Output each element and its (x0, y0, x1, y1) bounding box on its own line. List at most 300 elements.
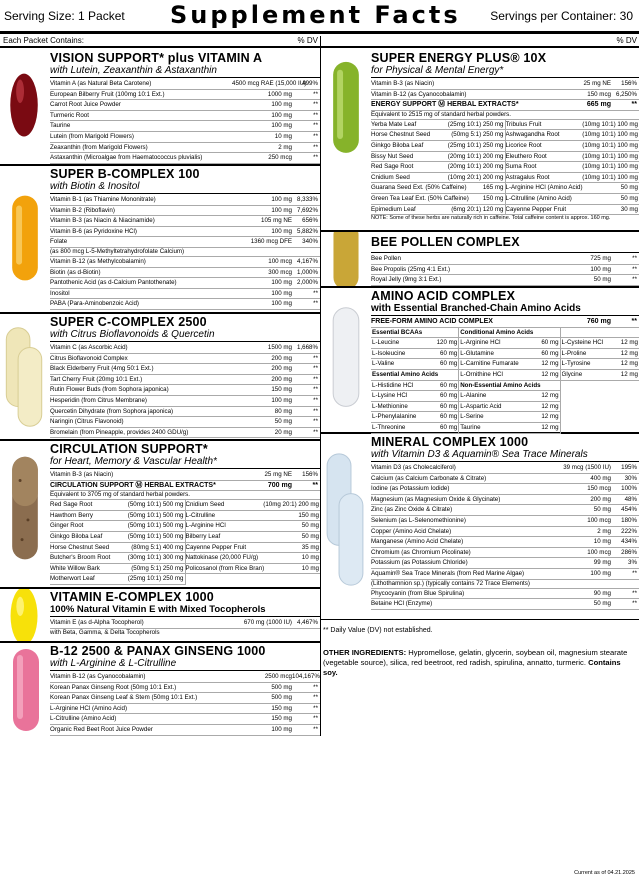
ingredient-name: L-Histidine HCl (372, 381, 414, 389)
ingredient-name: Organic Red Beet Root Juice Powder (50, 725, 153, 733)
table-row (371, 402, 458, 413)
section-title: CIRCULATION SUPPORT* (50, 442, 208, 456)
table-row (50, 375, 320, 386)
blend-row (371, 100, 639, 111)
amount: 400 mg (590, 474, 611, 482)
ingredient-name: Ginkgo Biloba Leaf (371, 141, 424, 149)
table-row (371, 516, 639, 527)
ingredient-name: Vitamin C (as Ascorbic Acid) (50, 344, 128, 351)
ingredient-name: L-Proline (561, 349, 587, 357)
ingredient-name: Cayenne Pepper Fruit (505, 205, 567, 213)
table-row (371, 423, 458, 434)
amino-acid-table (371, 328, 639, 434)
table-row (371, 599, 639, 610)
amount: 100 mg (271, 206, 292, 214)
amount: 500 mg (271, 683, 292, 691)
ingredient-name: L-Lysine HCl (372, 392, 408, 400)
section-subtitle: for Heart, Memory & Vascular Health* (50, 456, 320, 469)
ingredient-name: Selenium (as L-Selenomethionine) (371, 516, 466, 524)
header (0, 0, 639, 34)
ingredient-name: European Bilberry Fruit (100mg 10:1 Ext.) (50, 90, 165, 98)
table-row (50, 693, 320, 704)
amount: 50 mg (593, 506, 611, 514)
amount: 50 mg (620, 194, 638, 202)
daily-value: 434% (621, 538, 637, 546)
ingredient-name: Vitamin B-12 (as Methylcobalamin) (50, 257, 146, 265)
amount: (10mg 10:1) 100 mg (582, 141, 638, 149)
amount: 120 mg (436, 339, 458, 347)
amount: 1360 mcg DFE (250, 238, 292, 246)
column-label: Each Packet Contains: (3, 36, 84, 45)
other-ingredients (323, 648, 635, 678)
table-row (371, 463, 639, 474)
daily-value: 8,333% (297, 196, 318, 203)
amount: (6mg 20:1) 120 mg (451, 205, 504, 213)
table-row (371, 349, 458, 360)
table-row (371, 79, 639, 90)
daily-value: ** (313, 704, 318, 712)
table-row (561, 359, 639, 370)
ingredient-name: L-Citrulline (Amino Acid) (50, 715, 117, 723)
amount: 150 mg (271, 386, 292, 394)
vision-support-section (0, 50, 320, 166)
amount: 12 mg (541, 413, 559, 421)
right-column-header (321, 36, 639, 48)
table-row (371, 205, 505, 216)
daily-value: ** (313, 143, 318, 151)
amount: 2 mg (278, 143, 292, 151)
amount: (80mg 5:1) 400 mg (131, 543, 184, 551)
amount: 200 mg (590, 495, 611, 503)
ingredient-name: L-Phenylalanine (372, 413, 417, 421)
ingredient-name: Vitamin B-12 (as Cyanocobalamin) (50, 673, 146, 680)
table-row (50, 111, 320, 122)
green-capsule-icon (321, 50, 371, 230)
amount: 60 mg (541, 349, 559, 357)
section-title: VISION SUPPORT* plus VITAMIN A (50, 51, 263, 65)
table-row (50, 543, 185, 554)
table-row (50, 195, 320, 206)
ingredient-name: Folate (50, 238, 68, 246)
daily-value: ** (313, 683, 318, 691)
ingredient-name: Vitamin B-1 (as Thiamine Mononitrate) (50, 196, 156, 203)
ingredient-name: Korean Panax Ginseng Root (50mg 10:1 Ext.) (50, 683, 177, 691)
ingredient-name: Hawthorn Berry (50, 511, 93, 519)
table-row (50, 704, 320, 715)
amount: 99 mg (593, 559, 611, 567)
ingredient-name: Naringin (Citrus Flavonoid) (50, 418, 124, 426)
daily-value: ** (631, 318, 637, 325)
amount: 39 mcg (1500 IU) (563, 464, 611, 471)
daily-value: 286% (621, 548, 637, 556)
amount: (20mg 10:1) 200 mg (447, 152, 504, 160)
table-row (371, 495, 639, 506)
amount: 2500 mcg (264, 673, 292, 680)
table-row (371, 527, 639, 538)
ingredient-name: Magnesium (as Magnesium Oxide & Glycinate) (371, 495, 501, 503)
amount: 90 mg (593, 589, 611, 597)
ingredient-name: Red Sage Root (50, 501, 93, 509)
blend-row (371, 317, 639, 328)
ingredient-name: Licorice Root (505, 141, 542, 149)
daily-value: ** (313, 396, 318, 404)
amount: 200 mg (271, 375, 292, 383)
current-date: Current as of 04.21.2025 (574, 870, 635, 876)
table-row (50, 500, 185, 511)
daily-value: ** (313, 407, 318, 415)
table-row (561, 338, 639, 349)
bee-pollen-section (321, 232, 639, 288)
subsection-heading: Essential Amino Acids (371, 370, 458, 381)
nutrient-table (371, 254, 639, 286)
section-title: SUPER C-COMPLEX 2500 (50, 315, 207, 329)
amount: 12 mg (541, 423, 559, 431)
section-subtitle: 100% Natural Vitamin E with Mixed Tocopherols (50, 604, 320, 617)
table-row (50, 268, 320, 279)
ingredient-name: Cayenne Pepper Fruit (185, 543, 247, 551)
daily-value: ** (313, 386, 318, 394)
table-row (50, 553, 185, 564)
ingredient-name: Yerba Mate Leaf (371, 120, 417, 128)
daily-value: ** (632, 589, 637, 597)
amount: 100 mcg (587, 548, 611, 556)
nutrient-table (50, 672, 320, 736)
amount: 25 mg NE (583, 80, 611, 87)
ingredient-name: Bee Propolis (25mg 4:1 Ext.) (371, 265, 451, 273)
amount: (10mg 10:1) 100 mg (582, 152, 638, 160)
amount: 500 mg (271, 694, 292, 702)
section-title: BEE POLLEN COMPLEX (371, 236, 639, 253)
c-complex-section (0, 314, 320, 441)
amber-capsule-icon (321, 232, 371, 286)
vitamin-e-section (0, 589, 320, 643)
amount: 12 mg (620, 360, 638, 368)
section-title: VITAMIN E-COMPLEX 1000 (50, 590, 214, 604)
table-row (50, 574, 185, 585)
table-row (50, 143, 320, 154)
amount: 100 mg (271, 279, 292, 287)
daily-value: 5,882% (297, 227, 318, 235)
amount: 150 mcg (587, 90, 611, 98)
amount: 60 mg (440, 360, 458, 368)
blend-row (50, 481, 320, 492)
daily-value: 4,167% (297, 257, 318, 265)
white-capsule-icon (321, 288, 371, 432)
dv-label: % DV (297, 36, 318, 45)
ingredient-name: Tart Cherry Fruit (20mg 10:1 Ext.) (50, 375, 143, 383)
amount: 100 mg (271, 227, 292, 235)
table-row (186, 564, 321, 575)
table-row (506, 194, 639, 205)
ingredient-name: L-Serine (460, 413, 484, 421)
table-row (371, 254, 639, 265)
amount: 100 mcg (268, 257, 292, 265)
ingredient-name: L-Threonine (372, 423, 406, 431)
ingredient-name: L-Arginine HCl (Amino Acid) (505, 184, 583, 192)
amount: 100 mg (271, 300, 292, 308)
ingredient-name: Phycocyanin (from Blue Spirulina) (371, 589, 465, 597)
ingredient-name: Ashwagandha Root (505, 131, 560, 139)
ingredient-name: Vitamin B-3 (as Niacin) (50, 471, 114, 478)
ingredient-name: Vitamin B-3 (as Niacin & Niacinamide) (50, 217, 155, 225)
spacer (561, 328, 639, 339)
amount: 105 mg NE (261, 217, 292, 225)
ingredient-name: Calcium (as Calcium Carbonate & Citrate) (371, 474, 487, 482)
ingredient-name: L-Tyrosine (561, 360, 591, 368)
daily-value: 1,000% (297, 268, 318, 276)
daily-value: ** (312, 481, 318, 489)
daily-value: 4,467% (297, 619, 318, 626)
table-row (371, 484, 639, 495)
table-row (50, 396, 320, 407)
table-row (371, 130, 505, 141)
daily-value: 656% (302, 217, 318, 225)
table-row (506, 120, 639, 131)
ingredient-name: Ginkgo Biloba Leaf (50, 532, 103, 540)
table-row (506, 141, 639, 152)
ingredient-name: L-Valine (372, 360, 395, 368)
table-row (50, 289, 320, 300)
ingredient-name: Guarana Seed Ext. (50% Caffeine) (371, 184, 467, 192)
amount: 12 mg (620, 349, 638, 357)
daily-value: 3% (628, 559, 637, 567)
table-row (186, 553, 321, 564)
amount: 2 mg (597, 527, 611, 535)
nutrient-table (50, 79, 320, 164)
ingredient-name: Green Tea Leaf Ext. (50% Caffeine) (371, 194, 469, 202)
table-row (50, 227, 320, 238)
ingredient-name: Glycine (561, 370, 583, 378)
daily-value: ** (313, 428, 318, 436)
other-ingredients-text: Hypromellose, gelatin, glycerin, soybean oil, magnesium stearate (vegetable source), silica, red beetroot, red radish, spirulina, annatto, turmeric. (323, 648, 628, 667)
amount: (25mg 10:1) 250 mg (447, 120, 504, 128)
table-row (50, 343, 320, 354)
amount: 165 mg (482, 184, 504, 192)
ingredient-name: Vitamin B-6 (as Pyridoxine HCl) (50, 227, 137, 235)
allergen-statement: Contains soy. (323, 658, 621, 677)
amount: (10mg 10:1) 100 mg (582, 163, 638, 171)
table-row (506, 173, 639, 184)
table-row (371, 474, 639, 485)
table-row (50, 521, 185, 532)
ingredient-name: Copper (Amino Acid Chelate) (371, 527, 452, 535)
table-row (50, 385, 320, 396)
ingredient-name: Aquamin® Sea Trace Minerals (from Red Marine Algae) (371, 569, 525, 577)
amount: 665 mg (586, 101, 611, 109)
amount: 60 mg (541, 339, 559, 347)
ingredient-name: Vitamin A (as Natural Beta Carotene) (50, 80, 152, 87)
amount: 100 mg (271, 289, 292, 297)
servings-per-container: Servings per Container: 30 (490, 9, 633, 23)
daily-value: 6,250% (616, 90, 637, 98)
subsection-heading: Non-Essential Amino Acids (459, 381, 559, 392)
table-row (186, 543, 321, 554)
amount: (50mg 5:1) 250 mg (131, 564, 184, 572)
daily-value: ** (313, 101, 318, 109)
mineral-complex-section (321, 434, 639, 620)
daily-value: 1,668% (297, 344, 318, 351)
ingredient-name: Vitamin B-3 (as Niacin) (371, 80, 435, 87)
section-title: SUPER B-COMPLEX 100 (50, 167, 200, 181)
section-subtitle: with Essential Branched-Chain Amino Acids (371, 303, 639, 316)
daily-value: ** (632, 255, 637, 262)
table-row (371, 265, 639, 276)
amount: 50 mg (593, 276, 611, 284)
table-row (50, 364, 320, 375)
ingredient-name: CIRCULATION SUPPORT Ⓜ HERBAL EXTRACTS* (50, 481, 216, 489)
daily-value: ** (313, 132, 318, 140)
table-row (371, 558, 639, 569)
amount: 12 mg (541, 392, 559, 400)
ingredient-name: L-Citrulline (185, 511, 216, 519)
ingredient-name: Horse Chestnut Seed (50, 543, 110, 551)
table-row (371, 391, 458, 402)
daily-value: ** (313, 365, 318, 373)
table-row (50, 407, 320, 418)
daily-value: 156% (302, 471, 318, 478)
table-row (50, 237, 320, 248)
amount: 10 mg (593, 538, 611, 546)
amount: 60 mg (440, 423, 458, 431)
table-row (50, 511, 185, 522)
nutrient-table (50, 470, 320, 500)
daily-value: 222% (621, 527, 637, 535)
amount: 100 mcg (587, 516, 611, 524)
ingredient-name: Astragalus Root (505, 173, 550, 181)
table-row (50, 121, 320, 132)
amount: 10 mg (274, 132, 292, 140)
ingredient-name: Cnidium Seed (185, 501, 225, 509)
left-column-header (0, 36, 320, 48)
section-title: B-12 2500 & PANAX GINSENG 1000 (50, 644, 266, 658)
ingredient-name: Iodine (as Potassium Iodide) (371, 485, 450, 493)
orange-capsule-icon (0, 166, 50, 312)
ingredient-name: Chromium (as Chromium Picolinate) (371, 548, 471, 556)
table-row (186, 500, 321, 511)
ingredient-name: FREE-FORM AMINO ACID COMPLEX (371, 318, 493, 325)
amount: 60 mg (440, 381, 458, 389)
ingredient-name: Bromelain (from Pineapple, provides 2400 GDU/g) (50, 428, 189, 436)
daily-value: ** (313, 122, 318, 130)
ingredient-name: Bilberry Leaf (185, 532, 221, 540)
amount: 100 mg (271, 122, 292, 130)
daily-value: ** (632, 276, 637, 284)
table-row (50, 299, 320, 310)
amount: 150 mg (271, 715, 292, 723)
amount: 50 mg (301, 522, 319, 530)
amount: 100 mg (271, 196, 292, 203)
table-row (506, 183, 639, 194)
amount: (50mg 10:1) 500 mg (127, 511, 184, 519)
other-ingredients-label: OTHER INGREDIENTS: (323, 648, 407, 657)
ingredient-name: PABA (Para-Aminobenzoic Acid) (50, 300, 139, 308)
daily-value: ** (313, 289, 318, 297)
daily-value: 100% (621, 485, 637, 493)
table-row (50, 79, 320, 90)
table-row (50, 354, 320, 365)
nutrient-table (371, 463, 639, 610)
table-row (459, 402, 559, 413)
ingredient-name: L-Leucine (372, 339, 400, 347)
ingredient-name: Betaine HCl (Enzyme) (371, 600, 433, 608)
amount: (10mg 20:1) 200 mg (263, 501, 319, 509)
table-row (50, 132, 320, 143)
ingredient-name: Policosanol (from Rice Bran) (185, 564, 265, 572)
amount: (25mg 10:1) 250 mg (127, 575, 184, 583)
amount: 100 mg (590, 569, 611, 577)
table-row (459, 412, 559, 423)
table-row (50, 100, 320, 111)
herbal-extract-table (371, 120, 639, 215)
ingredient-name: L-Methionine (372, 402, 408, 410)
daily-value: ** (313, 725, 318, 733)
ingredient-name: L-Glutamine (460, 349, 494, 357)
folate-note: (as 800 mcg L-5-Methyltetrahydrofolate Calcium) (50, 248, 320, 257)
ingredient-name: Hesperidin (from Citrus Membrane) (50, 396, 147, 404)
table-row (50, 683, 320, 694)
ingredient-name: L-Isoleucine (372, 349, 406, 357)
ingredient-name: Korean Panax Ginseng Leaf & Stem (50mg 10:1 Ext.) (50, 694, 198, 702)
table-row (506, 152, 639, 163)
amount: (10mg 10:1) 100 mg (582, 120, 638, 128)
table-row (50, 532, 185, 543)
daily-value: 454% (621, 506, 637, 514)
ingredient-name: Vitamin B-12 (as Cyanocobalamin) (371, 90, 467, 98)
ingredient-name: Suma Root (505, 163, 537, 171)
table-row (50, 216, 320, 227)
table-row (371, 548, 639, 559)
table-row (371, 275, 639, 286)
daily-value: ** (313, 715, 318, 723)
daily-value: 180% (621, 516, 637, 524)
ingredient-name: Zinc (as Zinc Oxide & Citrate) (371, 506, 453, 514)
table-row (50, 257, 320, 268)
amount: 60 mg (440, 413, 458, 421)
tocopherol-note: with Beta, Gamma, & Delta Tocopherols (50, 628, 160, 636)
table-row (50, 278, 320, 289)
ingredient-name: ENERGY SUPPORT Ⓜ HERBAL EXTRACTS* (371, 101, 519, 109)
daily-value: ** (313, 418, 318, 426)
amount: 100 mg (590, 265, 611, 273)
amount: (50mg 10:1) 500 mg (127, 501, 184, 509)
table-row (371, 589, 639, 600)
table-row (506, 130, 639, 141)
ingredient-name: Black Elderberry Fruit (4mg 50:1 Ext.) (50, 365, 154, 373)
table-row (50, 672, 320, 683)
amount: (25mg 10:1) 250 mg (447, 141, 504, 149)
circulation-support-section (0, 441, 320, 589)
amount: (10mg 10:1) 100 mg (582, 131, 638, 139)
amount: 700 mg (267, 481, 292, 489)
table-row (371, 537, 639, 548)
ingredient-name: Vitamin D3 (as Cholecalciferol) (371, 464, 456, 471)
amount: 12 mg (620, 370, 638, 378)
ingredient-name: Potassium (as Potassium Chloride) (371, 559, 468, 567)
table-row (50, 428, 320, 439)
amount: 4500 mcg RAE (15,000 IU) (232, 80, 307, 87)
section-subtitle: for Physical & Mental Energy* (371, 65, 639, 78)
amount: 50 mg (593, 600, 611, 608)
amount: 60 mg (440, 392, 458, 400)
amount: 250 mcg (268, 154, 292, 162)
ingredient-name: Horse Chestnut Seed (371, 131, 431, 139)
ingredient-name: Bee Pollen (371, 255, 401, 262)
section-title: SUPER ENERGY PLUS® 10X (371, 51, 547, 65)
ingredient-name: L-Cysteine HCl (561, 339, 604, 347)
table-row (506, 205, 639, 216)
amount: 20 mg (274, 428, 292, 436)
amount: 50 mg (301, 532, 319, 540)
